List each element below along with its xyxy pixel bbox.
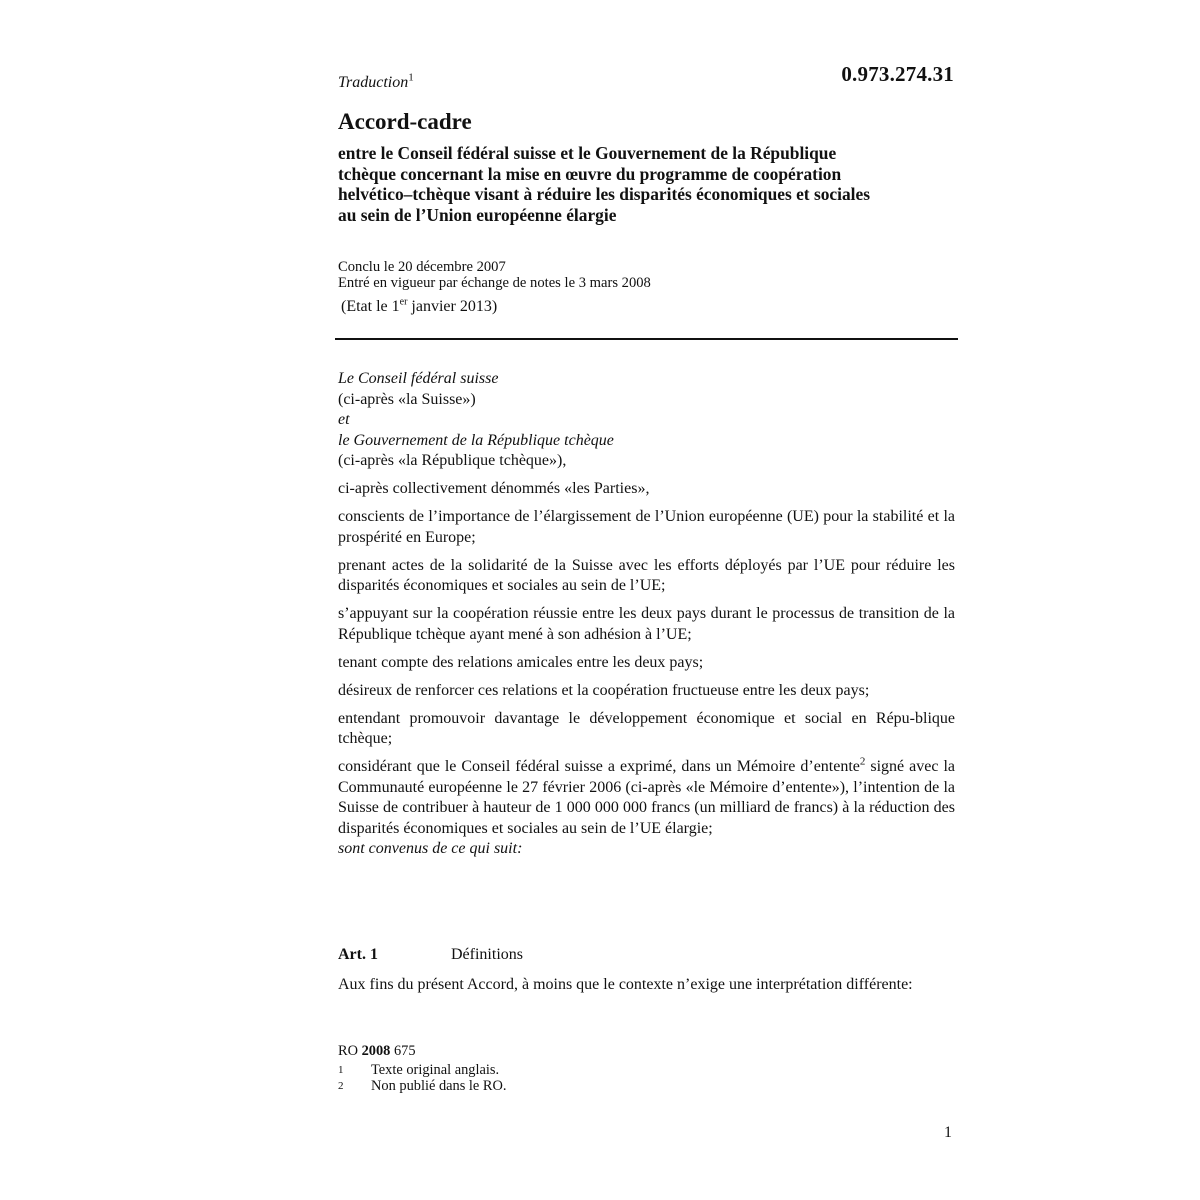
preamble xyxy=(338,369,955,860)
footnote-text: Texte original anglais. xyxy=(371,1062,500,1078)
document-subtitle xyxy=(338,143,955,225)
article-number: Art. 1 xyxy=(338,946,378,963)
article-1-text: Aux fins du présent Accord, à moins que le contexte n’exige une interprétation différente: xyxy=(338,976,913,993)
ro-year: 2008 xyxy=(361,1043,391,1059)
footnote-text: Non publié dans le RO. xyxy=(371,1078,507,1094)
recital: prenant actes de la solidarité de la Suisse avec les efforts déployés par l’UE pour réduire les disparités économiques et sociales au sein de l’UE; xyxy=(338,556,955,594)
footnote-ref-2: 2 xyxy=(859,755,866,768)
header-divider xyxy=(335,338,958,340)
subtitle-line: au sein de l’Union européenne élargie xyxy=(338,204,617,225)
collective-name: ci-après collectivement dénommés «les Parties», xyxy=(338,480,650,497)
footnote xyxy=(338,1062,955,1078)
recital-7-part-a: considérant que le Conseil fédéral suisse a exprimé, dans un Mémoire d’entente xyxy=(338,758,860,775)
dates-block xyxy=(338,259,955,291)
document-title: Accord-cadre xyxy=(338,109,472,134)
recital: tenant compte des relations amicales entre les deux pays; xyxy=(338,653,704,671)
ro-prefix: RO xyxy=(338,1043,362,1059)
footnotes xyxy=(338,1062,955,1094)
footnote xyxy=(338,1078,955,1094)
subtitle-line: helvético–tchèque visant à réduire les disparités économiques et sociales xyxy=(338,184,870,204)
state-sup: er xyxy=(399,296,408,308)
footnote-ref-1: 1 xyxy=(408,71,414,84)
recital: désireux de renforcer ces relations et la coopération fructueuse entre les deux pays; xyxy=(338,681,870,699)
subtitle-line: entre le Conseil fédéral suisse et le Gouvernement de la République xyxy=(338,143,837,163)
translation-text: Traduction xyxy=(338,74,409,91)
party-2-alias: (ci-après «la République tchèque»), xyxy=(338,452,567,469)
recital: entendant promouvoir davantage le développement économique et social en Répu-blique tchèque; xyxy=(338,709,955,747)
page-number: 1 xyxy=(944,1124,952,1141)
sr-number: 0.973.274.31 xyxy=(841,62,954,86)
recital-7-part-b: signé avec la Communauté européenne le 27 février 2006 (ci-après «le Mémoire d’entente»), l’intention de la Suisse de contribuer à hauteur de 1 000 000 000 francs (un milliard de francs) à la réduction des disparités économiques et sociales au sein de l’UE élargie; xyxy=(338,758,955,837)
closing-formula: sont convenus de ce qui suit: xyxy=(338,840,523,857)
footnote-number: 1 xyxy=(338,1064,344,1076)
article-title: Définitions xyxy=(451,946,523,963)
ro-page: 675 xyxy=(390,1043,416,1059)
footnote-number: 2 xyxy=(338,1080,344,1092)
state-suffix: janvier 2013) xyxy=(407,298,498,315)
article-1-heading xyxy=(338,946,955,964)
party-1: Le Conseil fédéral suisse xyxy=(338,370,499,387)
recital xyxy=(338,757,955,839)
concluded-date: Conclu le 20 décembre 2007 xyxy=(338,259,506,275)
state-date xyxy=(341,298,958,316)
recital: conscients de l’importance de l’élargissement de l’Union européenne (UE) pour la stabilité et la prospérité en Europe; xyxy=(338,508,955,546)
ro-reference xyxy=(338,1043,955,1060)
party-2: le Gouvernement de la République tchèque xyxy=(338,431,614,449)
in-force-date: Entré en vigueur par échange de notes le 3 mars 2008 xyxy=(338,275,651,291)
state-prefix: (Etat le 1 xyxy=(341,298,400,315)
recital: s’appuyant sur la coopération réussie entre les deux pays durant le processus de transition de la République tchèque ayant mené à son adhésion à l’UE; xyxy=(338,605,955,643)
subtitle-line: tchèque concernant la mise en œuvre du programme de coopération xyxy=(338,163,842,184)
party-1-alias: (ci-après «la Suisse») xyxy=(338,390,476,408)
translation-label xyxy=(338,71,955,92)
conjunction: et xyxy=(338,411,350,428)
